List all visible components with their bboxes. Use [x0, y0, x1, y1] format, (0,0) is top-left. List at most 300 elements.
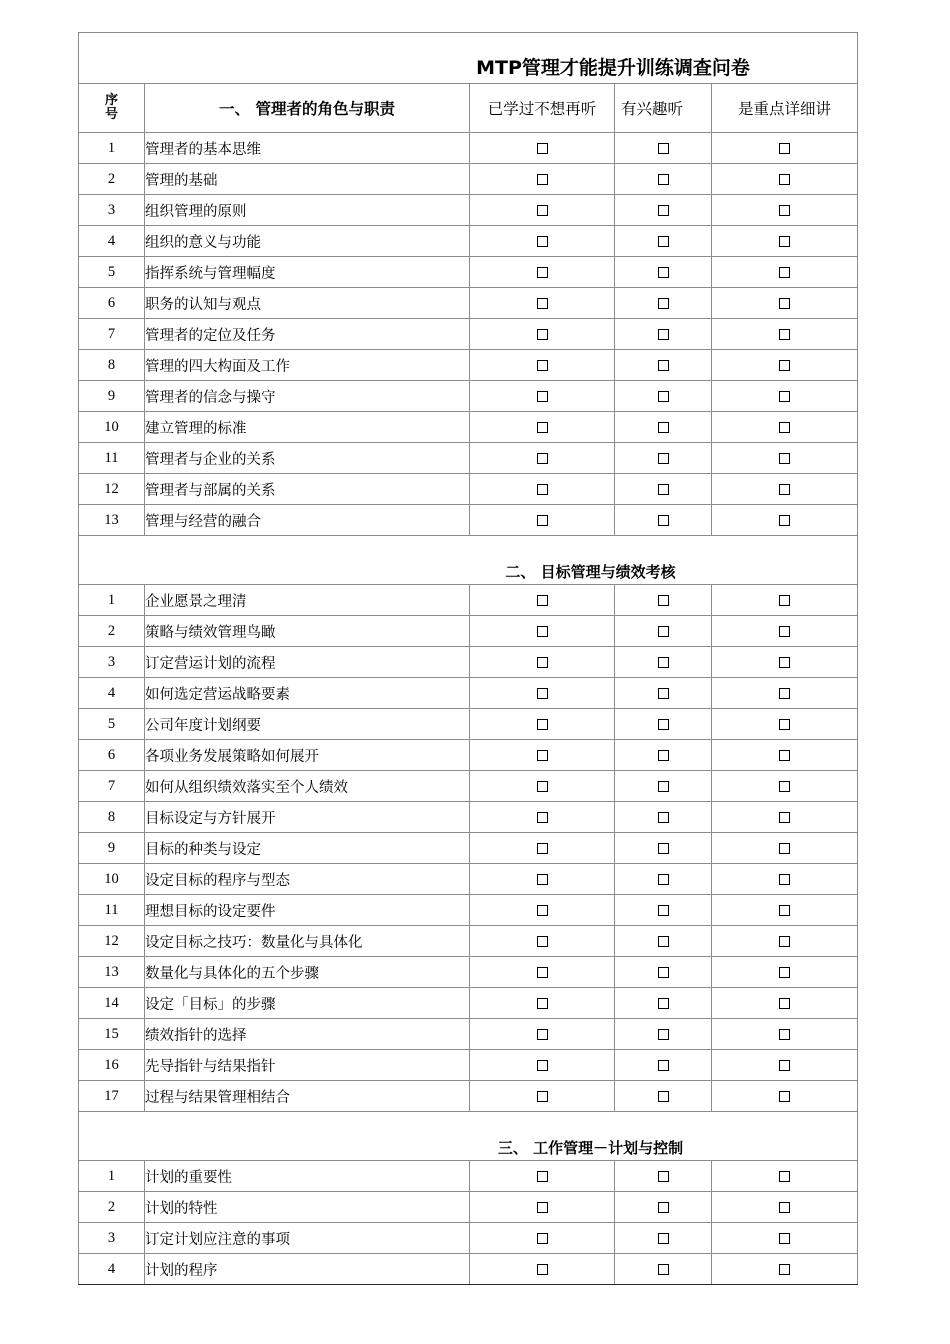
row-number: 7 — [79, 771, 145, 802]
checkbox-icon[interactable] — [658, 595, 669, 606]
checkbox-icon[interactable] — [537, 1233, 548, 1244]
checkbox-icon[interactable] — [537, 1171, 548, 1182]
checkbox-icon[interactable] — [537, 298, 548, 309]
checkbox-cell[interactable] — [615, 288, 712, 319]
checkbox-icon[interactable] — [658, 688, 669, 699]
checkbox-cell[interactable] — [470, 802, 615, 833]
checkbox-cell[interactable] — [615, 740, 712, 771]
checkbox-cell[interactable] — [615, 988, 712, 1019]
row-number: 5 — [79, 709, 145, 740]
checkbox-icon[interactable] — [779, 422, 790, 433]
checkbox-icon[interactable] — [537, 998, 548, 1009]
checkbox-icon[interactable] — [779, 657, 790, 668]
row-topic-label: 理想目标的设定要件 — [145, 895, 470, 926]
checkbox-icon[interactable] — [658, 422, 669, 433]
checkbox-icon[interactable] — [658, 1264, 669, 1275]
checkbox-icon[interactable] — [658, 1029, 669, 1040]
checkbox-cell[interactable] — [615, 1223, 712, 1254]
row-topic-label: 管理与经营的融合 — [145, 505, 470, 536]
table-row — [79, 895, 858, 926]
checkbox-icon[interactable] — [779, 626, 790, 637]
checkbox-icon[interactable] — [658, 1091, 669, 1102]
checkbox-icon[interactable] — [658, 391, 669, 402]
checkbox-cell[interactable] — [615, 226, 712, 257]
checkbox-cell[interactable] — [712, 443, 858, 474]
checkbox-icon[interactable] — [779, 267, 790, 278]
checkbox-icon[interactable] — [537, 329, 548, 340]
row-topic-label: 订定营运计划的流程 — [145, 647, 470, 678]
row-number: 7 — [79, 319, 145, 350]
checkbox-cell[interactable] — [615, 647, 712, 678]
checkbox-cell[interactable] — [712, 1161, 858, 1192]
row-topic-label: 管理者与部属的关系 — [145, 474, 470, 505]
checkbox-cell[interactable] — [712, 1019, 858, 1050]
checkbox-icon[interactable] — [779, 812, 790, 823]
checkbox-cell[interactable] — [712, 647, 858, 678]
checkbox-icon[interactable] — [537, 688, 548, 699]
checkbox-icon[interactable] — [537, 453, 548, 464]
table-row — [79, 709, 858, 740]
table-row — [79, 505, 858, 536]
checkbox-cell[interactable] — [615, 1161, 712, 1192]
checkbox-icon[interactable] — [537, 967, 548, 978]
checkbox-cell[interactable] — [615, 257, 712, 288]
checkbox-cell[interactable] — [712, 164, 858, 195]
checkbox-cell[interactable] — [712, 988, 858, 1019]
checkbox-cell[interactable] — [712, 226, 858, 257]
row-number: 8 — [79, 350, 145, 381]
checkbox-cell[interactable] — [615, 864, 712, 895]
checkbox-cell[interactable] — [470, 1019, 615, 1050]
column-header-1: 已学过不想再听 — [470, 84, 615, 133]
row-number: 1 — [79, 133, 145, 164]
row-number: 1 — [79, 1161, 145, 1192]
row-topic-label: 管理者的定位及任务 — [145, 319, 470, 350]
checkbox-icon[interactable] — [779, 236, 790, 247]
checkbox-cell[interactable] — [712, 895, 858, 926]
checkbox-icon[interactable] — [658, 657, 669, 668]
checkbox-cell[interactable] — [470, 257, 615, 288]
checkbox-cell[interactable] — [470, 1161, 615, 1192]
table-row — [79, 678, 858, 709]
checkbox-icon[interactable] — [779, 174, 790, 185]
checkbox-cell[interactable] — [470, 505, 615, 536]
table-row — [79, 381, 858, 412]
checkbox-icon[interactable] — [658, 967, 669, 978]
row-number: 12 — [79, 926, 145, 957]
checkbox-cell[interactable] — [615, 616, 712, 647]
checkbox-cell[interactable] — [615, 1081, 712, 1112]
table-row — [79, 164, 858, 195]
checkbox-icon[interactable] — [658, 174, 669, 185]
checkbox-icon[interactable] — [537, 874, 548, 885]
checkbox-icon[interactable] — [779, 905, 790, 916]
checkbox-cell[interactable] — [615, 133, 712, 164]
checkbox-icon[interactable] — [537, 205, 548, 216]
row-number: 13 — [79, 505, 145, 536]
checkbox-icon[interactable] — [537, 936, 548, 947]
section-divider-row — [79, 536, 858, 585]
checkbox-icon[interactable] — [537, 515, 548, 526]
checkbox-cell[interactable] — [615, 585, 712, 616]
row-number: 10 — [79, 864, 145, 895]
checkbox-icon[interactable] — [658, 360, 669, 371]
row-topic-label: 管理者的信念与操守 — [145, 381, 470, 412]
checkbox-icon[interactable] — [658, 329, 669, 340]
checkbox-cell[interactable] — [470, 195, 615, 226]
checkbox-cell[interactable] — [615, 443, 712, 474]
checkbox-icon[interactable] — [658, 874, 669, 885]
checkbox-icon[interactable] — [779, 874, 790, 885]
checkbox-cell[interactable] — [470, 709, 615, 740]
table-row — [79, 1081, 858, 1112]
row-topic-label: 组织的意义与功能 — [145, 226, 470, 257]
checkbox-icon[interactable] — [779, 515, 790, 526]
checkbox-icon[interactable] — [537, 657, 548, 668]
title-cell — [79, 33, 858, 84]
table-row — [79, 195, 858, 226]
checkbox-icon[interactable] — [658, 781, 669, 792]
table-row — [79, 616, 858, 647]
checkbox-icon[interactable] — [658, 143, 669, 154]
table-row — [79, 833, 858, 864]
row-topic-label: 指挥系统与管理幅度 — [145, 257, 470, 288]
checkbox-cell[interactable] — [470, 133, 615, 164]
checkbox-icon[interactable] — [658, 626, 669, 637]
row-topic-label: 职务的认知与观点 — [145, 288, 470, 319]
checkbox-cell[interactable] — [470, 678, 615, 709]
row-topic-label: 管理的四大构面及工作 — [145, 350, 470, 381]
checkbox-cell[interactable] — [470, 412, 615, 443]
row-number: 10 — [79, 412, 145, 443]
checkbox-icon[interactable] — [779, 719, 790, 730]
checkbox-cell[interactable] — [470, 443, 615, 474]
table-row — [79, 412, 858, 443]
checkbox-cell[interactable] — [615, 802, 712, 833]
checkbox-icon[interactable] — [779, 843, 790, 854]
checkbox-cell[interactable] — [470, 1254, 615, 1285]
checkbox-icon[interactable] — [779, 1171, 790, 1182]
column-header-2: 有兴趣听 — [615, 84, 712, 133]
checkbox-icon[interactable] — [537, 843, 548, 854]
checkbox-cell[interactable] — [615, 412, 712, 443]
row-number: 14 — [79, 988, 145, 1019]
checkbox-icon[interactable] — [779, 1091, 790, 1102]
checkbox-cell[interactable] — [470, 616, 615, 647]
checkbox-cell[interactable] — [470, 771, 615, 802]
row-topic-label: 如何从组织绩效落实至个人绩效 — [145, 771, 470, 802]
row-topic-label: 计划的重要性 — [145, 1161, 470, 1192]
checkbox-cell[interactable] — [712, 616, 858, 647]
row-number: 5 — [79, 257, 145, 288]
row-topic-label: 公司年度计划纲要 — [145, 709, 470, 740]
row-number: 9 — [79, 381, 145, 412]
row-topic-label: 管理者与企业的关系 — [145, 443, 470, 474]
checkbox-cell[interactable] — [470, 895, 615, 926]
row-number: 6 — [79, 740, 145, 771]
checkbox-cell[interactable] — [470, 164, 615, 195]
checkbox-icon[interactable] — [779, 298, 790, 309]
questionnaire-table — [78, 32, 858, 1285]
table-row — [79, 1019, 858, 1050]
checkbox-cell[interactable] — [470, 381, 615, 412]
checkbox-cell[interactable] — [712, 1081, 858, 1112]
checkbox-cell[interactable] — [615, 319, 712, 350]
table-row — [79, 443, 858, 474]
checkbox-cell[interactable] — [712, 864, 858, 895]
checkbox-cell[interactable] — [470, 1223, 615, 1254]
checkbox-icon[interactable] — [658, 298, 669, 309]
table-row — [79, 319, 858, 350]
section-heading-3: 三、 工作管理－计划与控制 — [497, 1139, 684, 1157]
checkbox-cell[interactable] — [470, 647, 615, 678]
checkbox-cell[interactable] — [615, 1050, 712, 1081]
checkbox-cell[interactable] — [615, 678, 712, 709]
checkbox-cell[interactable] — [615, 1254, 712, 1285]
checkbox-icon[interactable] — [658, 719, 669, 730]
checkbox-icon[interactable] — [537, 1029, 548, 1040]
questionnaire-page — [78, 32, 857, 1285]
checkbox-icon[interactable] — [658, 936, 669, 947]
row-topic-label: 目标设定与方针展开 — [145, 802, 470, 833]
row-topic-label: 过程与结果管理相结合 — [145, 1081, 470, 1112]
row-topic-label: 数量化与具体化的五个步骤 — [145, 957, 470, 988]
column-header-row — [79, 84, 858, 133]
checkbox-cell[interactable] — [470, 740, 615, 771]
section-heading-1: 一、 管理者的角色与职责 — [145, 84, 470, 133]
checkbox-icon[interactable] — [537, 812, 548, 823]
checkbox-icon[interactable] — [779, 967, 790, 978]
checkbox-cell[interactable] — [712, 257, 858, 288]
checkbox-cell[interactable] — [470, 474, 615, 505]
checkbox-cell[interactable] — [712, 957, 858, 988]
checkbox-cell[interactable] — [615, 195, 712, 226]
row-topic-label: 订定计划应注意的事项 — [145, 1223, 470, 1254]
row-number: 11 — [79, 895, 145, 926]
checkbox-icon[interactable] — [658, 750, 669, 761]
section-heading-cell — [79, 1112, 858, 1161]
checkbox-cell[interactable] — [712, 474, 858, 505]
checkbox-icon[interactable] — [779, 143, 790, 154]
checkbox-cell[interactable] — [470, 833, 615, 864]
table-row — [79, 1254, 858, 1285]
checkbox-cell[interactable] — [470, 926, 615, 957]
checkbox-cell[interactable] — [470, 988, 615, 1019]
checkbox-cell[interactable] — [712, 802, 858, 833]
checkbox-icon[interactable] — [537, 1060, 548, 1071]
checkbox-icon[interactable] — [537, 236, 548, 247]
checkbox-icon[interactable] — [658, 905, 669, 916]
checkbox-icon[interactable] — [658, 515, 669, 526]
checkbox-icon[interactable] — [658, 1233, 669, 1244]
checkbox-cell[interactable] — [615, 164, 712, 195]
checkbox-icon[interactable] — [779, 595, 790, 606]
checkbox-cell[interactable] — [712, 505, 858, 536]
checkbox-cell[interactable] — [615, 771, 712, 802]
checkbox-icon[interactable] — [658, 1202, 669, 1213]
checkbox-icon[interactable] — [537, 1202, 548, 1213]
checkbox-cell[interactable] — [615, 350, 712, 381]
checkbox-icon[interactable] — [537, 595, 548, 606]
checkbox-icon[interactable] — [537, 626, 548, 637]
column-header-no-label: 序号 — [105, 93, 119, 122]
table-row — [79, 771, 858, 802]
checkbox-icon[interactable] — [537, 391, 548, 402]
checkbox-icon[interactable] — [537, 484, 548, 495]
checkbox-cell[interactable] — [615, 926, 712, 957]
checkbox-cell[interactable] — [615, 957, 712, 988]
row-topic-label: 计划的程序 — [145, 1254, 470, 1285]
row-topic-label: 计划的特性 — [145, 1192, 470, 1223]
table-row — [79, 350, 858, 381]
checkbox-cell[interactable] — [470, 350, 615, 381]
checkbox-icon[interactable] — [537, 360, 548, 371]
checkbox-cell[interactable] — [470, 957, 615, 988]
checkbox-cell[interactable] — [712, 412, 858, 443]
row-number: 4 — [79, 1254, 145, 1285]
checkbox-icon[interactable] — [537, 174, 548, 185]
checkbox-icon[interactable] — [779, 453, 790, 464]
row-number: 13 — [79, 957, 145, 988]
checkbox-icon[interactable] — [779, 1202, 790, 1213]
checkbox-cell[interactable] — [712, 350, 858, 381]
checkbox-icon[interactable] — [658, 267, 669, 278]
checkbox-cell[interactable] — [470, 1192, 615, 1223]
checkbox-cell[interactable] — [712, 740, 858, 771]
checkbox-cell[interactable] — [712, 771, 858, 802]
checkbox-cell[interactable] — [615, 833, 712, 864]
checkbox-icon[interactable] — [537, 422, 548, 433]
row-number: 11 — [79, 443, 145, 474]
checkbox-cell[interactable] — [712, 709, 858, 740]
checkbox-icon[interactable] — [779, 205, 790, 216]
table-row — [79, 133, 858, 164]
checkbox-icon[interactable] — [779, 998, 790, 1009]
row-number: 4 — [79, 678, 145, 709]
checkbox-cell[interactable] — [712, 133, 858, 164]
checkbox-cell[interactable] — [712, 1192, 858, 1223]
table-row — [79, 647, 858, 678]
checkbox-icon[interactable] — [779, 1060, 790, 1071]
checkbox-cell[interactable] — [712, 833, 858, 864]
checkbox-icon[interactable] — [779, 484, 790, 495]
section-divider-row — [79, 1112, 858, 1161]
checkbox-icon[interactable] — [779, 1233, 790, 1244]
checkbox-cell[interactable] — [470, 1081, 615, 1112]
checkbox-cell[interactable] — [712, 585, 858, 616]
title-row — [79, 33, 858, 84]
checkbox-cell[interactable] — [615, 895, 712, 926]
checkbox-icon[interactable] — [537, 143, 548, 154]
table-row — [79, 1223, 858, 1254]
checkbox-cell[interactable] — [615, 505, 712, 536]
checkbox-cell[interactable] — [712, 678, 858, 709]
checkbox-icon[interactable] — [658, 1171, 669, 1182]
checkbox-icon[interactable] — [537, 1264, 548, 1275]
row-number: 6 — [79, 288, 145, 319]
checkbox-icon[interactable] — [537, 750, 548, 761]
checkbox-icon[interactable] — [779, 750, 790, 761]
row-number: 3 — [79, 1223, 145, 1254]
checkbox-icon[interactable] — [658, 812, 669, 823]
table-row — [79, 585, 858, 616]
row-topic-label: 策略与绩效管理鸟瞰 — [145, 616, 470, 647]
checkbox-cell[interactable] — [470, 226, 615, 257]
row-topic-label: 管理的基础 — [145, 164, 470, 195]
checkbox-icon[interactable] — [537, 781, 548, 792]
checkbox-icon[interactable] — [537, 267, 548, 278]
checkbox-cell[interactable] — [615, 709, 712, 740]
checkbox-cell[interactable] — [712, 381, 858, 412]
checkbox-icon[interactable] — [779, 391, 790, 402]
checkbox-cell[interactable] — [470, 585, 615, 616]
checkbox-icon[interactable] — [779, 1264, 790, 1275]
checkbox-cell[interactable] — [712, 288, 858, 319]
checkbox-cell[interactable] — [470, 288, 615, 319]
checkbox-icon[interactable] — [779, 781, 790, 792]
row-topic-label: 组织管理的原则 — [145, 195, 470, 226]
checkbox-icon[interactable] — [537, 719, 548, 730]
table-row — [79, 226, 858, 257]
table-row — [79, 864, 858, 895]
checkbox-cell[interactable] — [470, 1050, 615, 1081]
checkbox-icon[interactable] — [658, 453, 669, 464]
row-number: 3 — [79, 647, 145, 678]
checkbox-cell[interactable] — [470, 319, 615, 350]
checkbox-cell[interactable] — [470, 864, 615, 895]
table-row — [79, 1161, 858, 1192]
checkbox-icon[interactable] — [658, 1060, 669, 1071]
checkbox-cell[interactable] — [615, 1192, 712, 1223]
checkbox-cell[interactable] — [615, 474, 712, 505]
checkbox-cell[interactable] — [615, 1019, 712, 1050]
row-number: 3 — [79, 195, 145, 226]
checkbox-cell[interactable] — [712, 1223, 858, 1254]
row-topic-label: 建立管理的标准 — [145, 412, 470, 443]
checkbox-icon[interactable] — [779, 360, 790, 371]
checkbox-cell[interactable] — [712, 319, 858, 350]
table-row — [79, 926, 858, 957]
checkbox-cell[interactable] — [712, 1050, 858, 1081]
checkbox-icon[interactable] — [658, 998, 669, 1009]
checkbox-icon[interactable] — [779, 1029, 790, 1040]
row-number: 15 — [79, 1019, 145, 1050]
checkbox-icon[interactable] — [537, 1091, 548, 1102]
row-topic-label: 各项业务发展策略如何展开 — [145, 740, 470, 771]
checkbox-icon[interactable] — [658, 236, 669, 247]
table-row — [79, 988, 858, 1019]
checkbox-cell[interactable] — [712, 926, 858, 957]
checkbox-icon[interactable] — [658, 484, 669, 495]
column-header-3: 是重点详细讲 — [712, 84, 858, 133]
checkbox-icon[interactable] — [779, 936, 790, 947]
table-row — [79, 257, 858, 288]
row-topic-label: 设定目标之技巧：数量化与具体化 — [145, 926, 470, 957]
checkbox-cell[interactable] — [712, 1254, 858, 1285]
row-number: 2 — [79, 1192, 145, 1223]
checkbox-icon[interactable] — [658, 205, 669, 216]
row-number: 2 — [79, 164, 145, 195]
table-row — [79, 957, 858, 988]
checkbox-icon[interactable] — [779, 329, 790, 340]
checkbox-icon[interactable] — [779, 688, 790, 699]
section-heading-2: 二、 目标管理与绩效考核 — [505, 563, 676, 581]
checkbox-icon[interactable] — [537, 905, 548, 916]
column-header-no — [79, 84, 145, 133]
checkbox-cell[interactable] — [712, 195, 858, 226]
checkbox-cell[interactable] — [615, 381, 712, 412]
checkbox-icon[interactable] — [658, 843, 669, 854]
